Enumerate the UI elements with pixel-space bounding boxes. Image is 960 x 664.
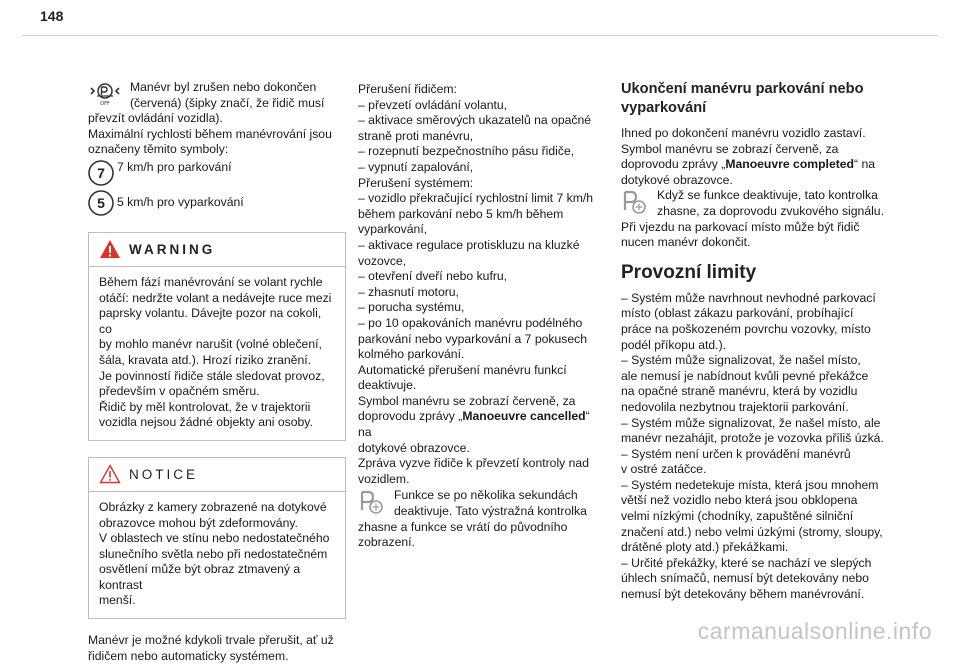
park-assist-lamp-icon bbox=[621, 189, 649, 215]
limits-list: – Systém může navrhnout nevhodné parkovací místo (oblast zákazu parkování, probíhající práce na poškozeném povrchu vozovky, místo podél příkopu atd.). – Systém může signalizovat, že našel místo, ale nemusí je nabídnout kvůli pevné překážce na opačné straně manévru, která by vozidlu nedovolila nezbytnou trajektorii parkování. – Systém může signalizovat, že našel místo, ale manévr nezahájit, protože je vozovka příliš úzká. – Systém není určen k provádění manévrů v ostré zatáčce. – Systém nedetekuje místa, která jsou mnohem větší než vozidlo nebo která jsou obklopena velmi nízkými (chodníky, zapuštěné silniční značení atd.) nebo velmi úzkými (stromy, sloupy, drátěné ploty atd.) překážkami. – Určité překážky, které se nachází ve slepých úhlech snímačů, nemusí být detekovány nebo nemusí být detekovány během manévrování. bbox=[621, 290, 884, 602]
warning-lamp-note bbox=[621, 188, 893, 250]
page-number: 148 bbox=[40, 8, 64, 24]
warning-triangle-icon bbox=[99, 239, 121, 259]
warning-box bbox=[88, 232, 346, 441]
warning-header bbox=[89, 233, 345, 267]
deactivation-note bbox=[358, 488, 603, 550]
interruption-paragraph bbox=[358, 82, 603, 487]
speed-7-label: 7 km/h pro parkování bbox=[117, 159, 232, 174]
completion-text-after: “ na dotykové obrazovce. bbox=[621, 157, 876, 187]
completion-paragraph bbox=[621, 126, 893, 188]
speed-5-symbol: 5 bbox=[97, 194, 105, 211]
message-completed: Manoeuvre completed bbox=[725, 157, 855, 172]
intro-text: Manévr byl zrušen nebo dokončen (červená) (šipky značí, že řidič musí převzít ovládání vozidla). Maximální rychlosti během manévrování jsou označeny těmito symboly: bbox=[88, 80, 332, 157]
interruption-text: Přerušení řidičem: – převzetí ovládání volantu, – aktivace směrových ukazatelů na opačné straně proti manévru, – rozepnutí bezpečnostního pásu řidiče, – vypnutí zapalování, Přerušení systémem: – vozidlo překračující rychlostní limit 7 km/h během parkování nebo 5 km/h během vyparkování, – aktivace regulace protiskluzu na kluzké vozovce, – otevření dveří nebo kufru, – zhasnutí motoru, – porucha systému, – po 10 opakováních manévru podélného parkování nebo vyparkování a 7 pokusech kolmého parkování. Automatické přerušení manévru funkcí deaktivuje. Symbol manévru se zobrazí červeně, za doprovodu zprávy „ bbox=[358, 82, 594, 424]
message-cancelled: Manoeuvre cancelled bbox=[462, 409, 586, 424]
park-assist-gray-icon bbox=[358, 489, 386, 515]
speed-5-label: 5 km/h pro vyparkování bbox=[117, 195, 244, 210]
off-badge-text: OFF bbox=[100, 101, 110, 107]
speed-item-exit bbox=[88, 190, 346, 216]
notice-text: Obrázky z kamery zobrazené na dotykové obrazovce mohou být zdeformovány. V oblastech ve stínu nebo nedostatečného slunečního světla nebo při nedostatečném osvětlení může být obraz ztmavený a kontrast menší. bbox=[99, 499, 330, 608]
interruption-text-after: “ na dotykové obrazovce. Zpráva vyzve řidiče k převzetí kontroly nad vozidlem. bbox=[358, 409, 590, 486]
section-heading-limits: Provozní limity bbox=[621, 261, 757, 283]
speed-7-icon bbox=[88, 160, 114, 186]
warning-title: WARNING bbox=[129, 241, 216, 257]
notice-box bbox=[88, 457, 346, 619]
speed-7-symbol: 7 bbox=[97, 164, 105, 181]
header-divider bbox=[22, 35, 938, 36]
deactivation-text: Funkce se po několika sekundách deaktivuje. Tato výstražná kontrolka zhasne a funkce se vrátí do původního zobrazení. bbox=[358, 488, 587, 550]
warning-lamp-text: Když se funkce deaktivuje, tato kontrolka zhasne, za doprovodu zvukového signálu. Při vjezdu na parkovací místo může být řidič nucen manévr dokončit. bbox=[621, 188, 884, 250]
column-right bbox=[621, 80, 893, 603]
section-heading-completion: Ukončení manévru parkování nebo vyparkování bbox=[621, 81, 864, 116]
speed-item-parking bbox=[88, 160, 346, 186]
speed-5-icon bbox=[88, 190, 114, 216]
watermark: carmanualsonline.info bbox=[697, 618, 932, 644]
closing-paragraph: Manévr je možné kdykoli trvale přerušit, ať už řidičem nebo automaticky systémem. bbox=[88, 633, 334, 663]
notice-header bbox=[89, 458, 345, 492]
column-middle bbox=[358, 82, 603, 551]
completion-text: Ihned po dokončení manévru vozidlo zastaví. Symbol manévru se zobrazí červeně, za doprovodu zprávy „ bbox=[621, 126, 866, 172]
park-assist-cancel-icon bbox=[88, 81, 122, 107]
notice-triangle-icon bbox=[99, 464, 121, 484]
warning-text: Během fází manévrování se volant rychle otáčí: nedržte volant a nedávejte ruce mezi paprsky volantu. Dávejte pozor na cokoli, co by mohlo manévr narušit (volné oblečení, šála, kravata atd.). Hrozí riziko zranění. Je povinností řidiče stále sledovat provoz, především v opačném směru. Řidič by měl kontrolovat, že v trajektorii vozidla nejsou žádné objekty ani osoby. bbox=[99, 274, 332, 430]
intro-paragraph bbox=[88, 80, 346, 158]
column-left bbox=[88, 80, 346, 664]
notice-title: NOTICE bbox=[129, 466, 199, 482]
